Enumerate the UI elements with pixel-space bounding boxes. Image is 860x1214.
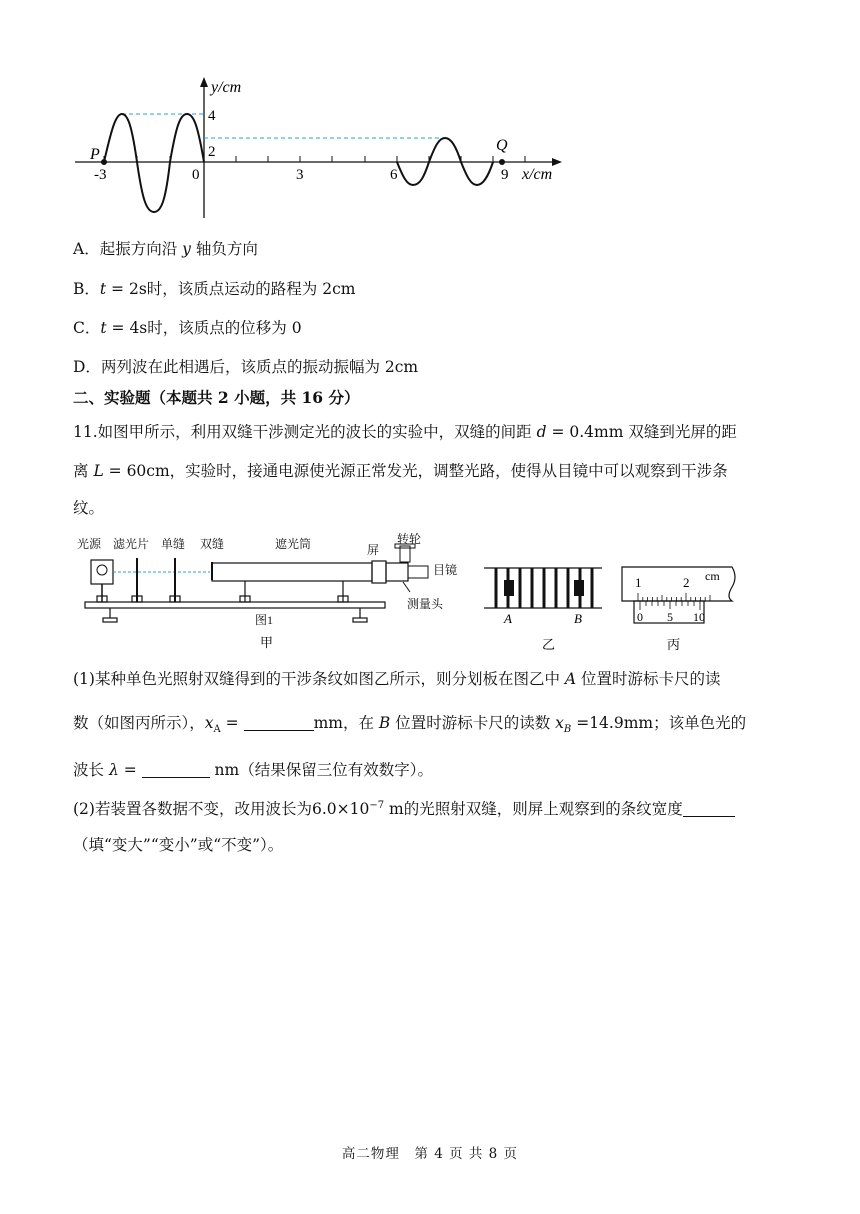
apparatus-figure: [75, 530, 475, 655]
blank-fringe-width[interactable]: [683, 801, 735, 818]
option-d: D．两列波在此相遇后，该质点的振动振幅为 2cm: [73, 358, 419, 376]
sub1-line1: (1)某种单色光照射双缝得到的干涉条纹如图乙所示，则分划板在图乙中 A 位置时游标卡尺的读: [73, 670, 721, 688]
fringe-b: B: [574, 611, 582, 626]
point-q: Q: [496, 137, 508, 154]
label-screen: 屏: [367, 543, 380, 557]
label-measuring-head: 测量头: [407, 597, 444, 611]
x-tick-9: 9: [501, 167, 509, 183]
x-tick-6: 6: [390, 167, 398, 183]
fringe-figure: [482, 560, 607, 660]
sub1-line3: 波长 λ = nm（结果保留三位有效数字）。: [73, 761, 433, 779]
wave-left: [104, 114, 204, 212]
label-single-slit: 单缝: [161, 537, 186, 551]
sub1-line2: 数（如图丙所示），$x_A$ = mm，在 B 位置时游标卡尺的读数 $x_B =14.9mm$；该单色光的: [73, 714, 747, 736]
sub2-line1: (2)若装置各数据不变，改用波长为$6.0\times 10^{-7}$ m的光照射双缝，则屏上观察到的条纹宽度: [73, 797, 735, 819]
vernier-10: 10: [693, 610, 705, 624]
label-eyepiece: 目镜: [433, 563, 458, 577]
caption-jia: 甲: [260, 635, 274, 650]
vernier-unit: cm: [705, 569, 720, 583]
label-filter: 滤光片: [113, 537, 150, 551]
sub2-line2: （填“变大”“变小”或“不变”）。: [73, 836, 284, 854]
q11-line2: 离 L = 60cm，实验时，接通电源使光源正常发光，调整光路，使得从目镜中可以观察到干涉条: [73, 462, 728, 480]
x-tick-3: 3: [296, 167, 304, 183]
x-tick-0: 0: [192, 167, 200, 183]
y-tick-4: 4: [208, 108, 216, 124]
section-title: 二、实验题（本题共 2 小题，共 16 分）: [73, 388, 360, 407]
x-axis-label: x/cm: [522, 166, 553, 183]
option-b: B．t = 2s时，该质点运动的路程为 2cm: [73, 280, 356, 298]
caption-yi: 乙: [542, 637, 556, 652]
vernier-figure: [620, 563, 740, 653]
y-tick-2: 2: [208, 144, 216, 160]
option-a: A．起振方向沿 y 轴负方向: [73, 240, 258, 258]
label-tube: 遮光筒: [275, 537, 312, 551]
y-axis-label: y/cm: [211, 79, 242, 96]
blank-lambda[interactable]: [142, 762, 210, 779]
vernier-0: 0: [637, 610, 643, 624]
fig-label: 图1: [255, 613, 274, 627]
caption-bing: 丙: [667, 637, 681, 652]
fringe-a: A: [504, 611, 512, 626]
label-wheel: 转轮: [397, 532, 422, 546]
main-scale-2: 2: [683, 575, 690, 590]
x-tick-neg3: -3: [94, 167, 107, 183]
svg-text:y/cm: [209, 79, 241, 96]
label-light-source: 光源: [77, 537, 102, 551]
blank-xa[interactable]: [244, 715, 314, 732]
page-footer: 高二物理 第 4 页 共 8 页: [341, 1146, 519, 1162]
option-c: C．t = 4s时，该质点的位移为 0: [73, 319, 302, 337]
q11-line3: 纹。: [73, 499, 105, 517]
q11-line1: 11.如图甲所示，利用双缝干涉测定光的波长的实验中，双缝的间距 d = 0.4mm 双缝到光屏的距: [73, 423, 737, 441]
point-p: P: [90, 146, 100, 163]
main-scale-1: 1: [635, 575, 642, 590]
wave-figure: [70, 72, 570, 222]
label-double-slit: 双缝: [200, 537, 225, 551]
vernier-5: 5: [667, 610, 673, 624]
